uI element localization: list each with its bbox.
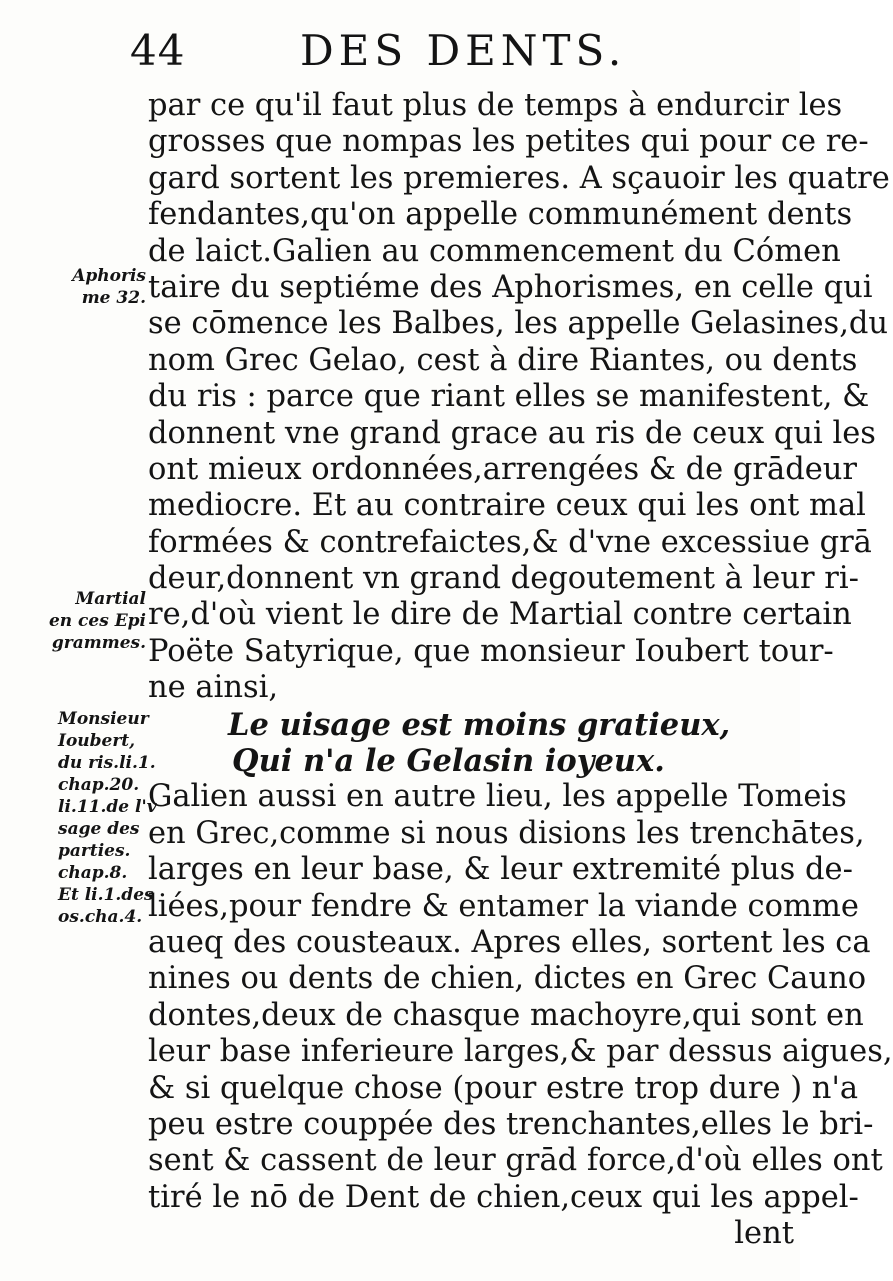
margin-note-joubert (58, 708, 198, 928)
text-line: deur,donnent vn grand degoutement à leur ri- (148, 561, 859, 597)
text-line: tiré le nō de Dent de chien,ceux qui les appel- (148, 1179, 859, 1215)
text-line: par ce qu'il faut plus de temps à endurcir les (148, 88, 843, 123)
text-line: re,d'où vient le dire de Martial contre certain (148, 597, 852, 633)
text-line: nom Grec Gelao, cest à dire Riantes, ou dents (148, 342, 858, 378)
verse-line: Qui n'a le Gelasin ioyeux. (232, 743, 665, 780)
text-line: gard sortent les premieres. A sçauoir les quatre (148, 160, 890, 196)
margin-note-line: en ces Epi (48, 611, 146, 631)
text-line: nines ou dents de chien, dictes en Grec Cauno (148, 961, 867, 997)
margin-note-line: Martial (75, 589, 146, 609)
text-line: dontes,deux de chasque machoyre,qui sont en (148, 997, 864, 1033)
text-line: aueq des cousteaux. Apres elles, sortent les ca (148, 924, 871, 960)
margin-note-line: du ris.li.1. (58, 753, 156, 773)
text-line: Galien aussi en autre lieu, les appelle Tomeis (148, 779, 847, 815)
margin-note-line: chap.8. (58, 863, 128, 883)
margin-note-line: parties. (58, 841, 131, 861)
margin-note-line: sage des (58, 819, 140, 839)
text-line: mediocre. Et au contraire ceux qui les ont mal (148, 488, 866, 524)
text-line: du ris : parce que riant elles se manifestent, & (148, 379, 870, 415)
text-line: peu estre couppée des trenchantes,elles le bri- (148, 1106, 874, 1142)
text-line: & si quelque chose (pour estre trop dure ) n'a (148, 1070, 859, 1106)
margin-note-martial (6, 588, 146, 654)
body-text (148, 88, 893, 1253)
text-line: liées,pour fendre & entamer la viande comme (148, 888, 859, 924)
text-line: ont mieux ordonnées,arrengées & de grādeur (148, 451, 857, 487)
margin-note-line: Et li.1.des (58, 885, 154, 905)
text-line: fendantes,qu'on appelle communément dents (148, 197, 853, 233)
verse-line: Le uisage est moins gratieux, (228, 706, 731, 743)
page-header (0, 22, 800, 82)
margin-note-aphorism (6, 265, 146, 309)
text-line: ne ainsi, (148, 670, 279, 706)
margin-note-line: Aphoris (72, 266, 146, 286)
margin-note-line: chap.20. (58, 775, 140, 795)
text-line: de laict.Galien au commencement du Cómen (148, 233, 841, 269)
margin-note-line: os.cha.4. (58, 907, 143, 927)
text-line: se cōmence les Balbes, les appelle Gelasines,du (148, 306, 889, 342)
text-line: en Grec,comme si nous disions les trenchātes, (148, 815, 865, 851)
margin-note-line: li.11.de l'v (58, 797, 157, 817)
text-line: grosses que nompas les petites qui pour ce re- (148, 124, 869, 160)
text-line: lent (734, 1216, 794, 1252)
text-line: Poëte Satyrique, que monsieur Ioubert tour- (148, 633, 834, 669)
margin-note-line: Ioubert, (58, 731, 136, 751)
text-line: sent & cassent de leur grād force,d'où elles ont (148, 1143, 883, 1179)
running-title: DES DENTS. (300, 26, 627, 75)
margin-note-line: Monsieur (58, 709, 149, 729)
margin-note-line: grammes. (51, 633, 146, 653)
text-line: donnent vne grand grace au ris de ceux qui les (148, 415, 876, 451)
text-line: leur base inferieure larges,& par dessus aigues, (148, 1034, 893, 1070)
page-number: 44 (130, 26, 186, 75)
margin-note-line: me 32. (81, 288, 146, 308)
text-line: formées & contrefaictes,& d'vne excessiue grā (148, 524, 872, 560)
text-line: taire du septiéme des Aphorismes, en celle qui (148, 269, 873, 305)
text-line: larges en leur base, & leur extremité plus de- (148, 852, 853, 888)
